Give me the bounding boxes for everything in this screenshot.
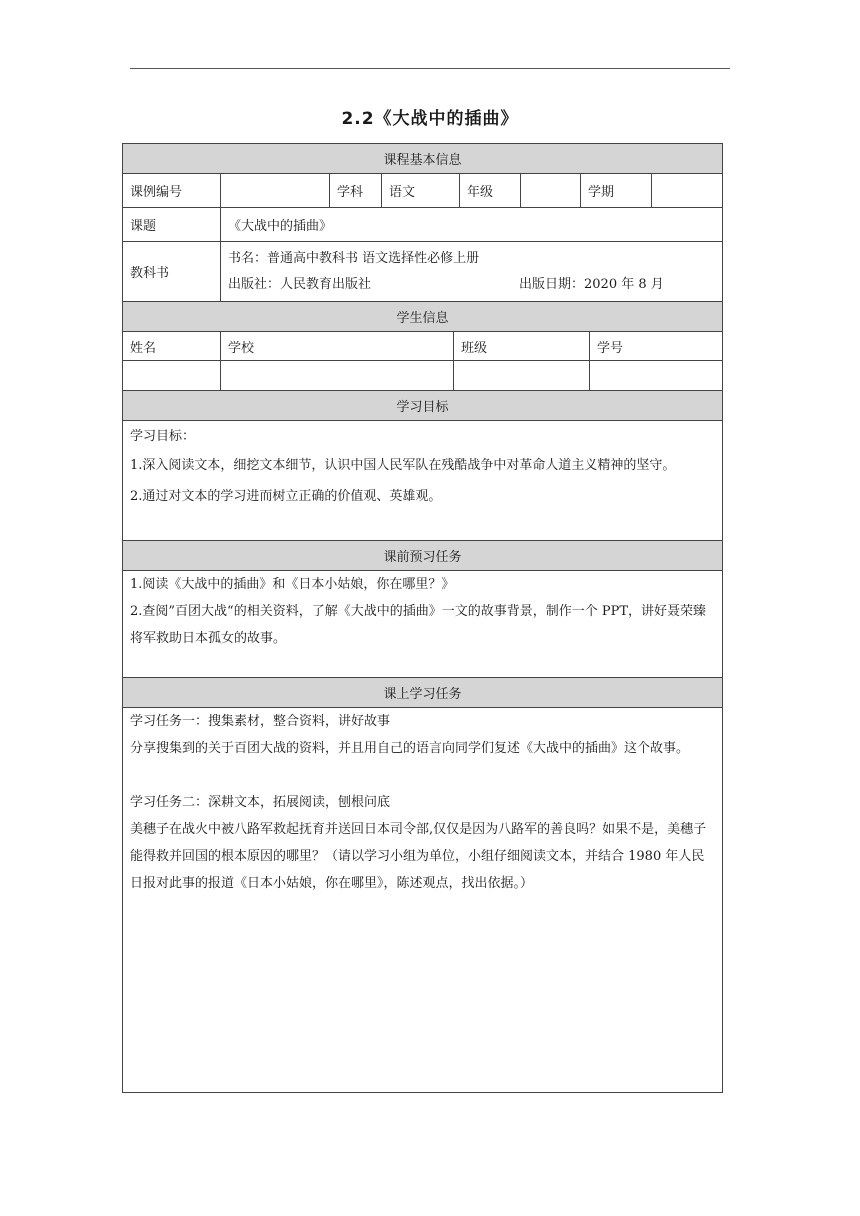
name-value <box>123 361 221 391</box>
objectives-body <box>123 421 723 541</box>
publisher: 出版社：人民教育出版社 <box>228 276 372 292</box>
class-label: 班级 <box>454 332 590 361</box>
objective-2: 2.通过对文本的学习进而树立正确的价值观、英雄观。 <box>130 489 442 504</box>
grade-value <box>521 174 581 208</box>
case-no-label: 课例编号 <box>123 174 221 208</box>
objectives-intro: 学习目标： <box>130 429 196 444</box>
preview-body <box>123 571 723 678</box>
document-title: 2.2《大战中的插曲》 <box>341 109 519 129</box>
topic-value: 《大战中的插曲》 <box>221 208 723 242</box>
publisher-line <box>228 272 715 298</box>
class-tasks-header: 课上学习任务 <box>123 678 723 708</box>
course-info-header: 课程基本信息 <box>123 144 723 174</box>
header-rule <box>130 68 730 69</box>
class-tasks-body <box>123 708 723 1093</box>
name-label: 姓名 <box>123 332 221 361</box>
book-name: 书名：普通高中教科书 语文选择性必修上册 <box>228 250 480 266</box>
preview-header: 课前预习任务 <box>123 541 723 571</box>
task-1-title: 学习任务一：搜集素材，整合资料，讲好故事 <box>130 714 391 729</box>
school-label: 学校 <box>221 332 454 361</box>
objective-1: 1.深入阅读文本，细挖文本细节，认识中国人民军队在残酷战争中对革命人道主义精神的坚守。 <box>130 458 676 473</box>
topic-label: 课题 <box>123 208 221 242</box>
case-no-value <box>221 174 330 208</box>
task-2-title: 学习任务二：深耕文本，拓展阅读，刨根问底 <box>130 795 391 810</box>
subject-label: 学科 <box>330 174 382 208</box>
textbook-details <box>221 242 723 302</box>
subject-value: 语文 <box>382 174 460 208</box>
grade-label: 年级 <box>460 174 521 208</box>
preview-task-1: 1.阅读《大战中的插曲》和《日本小姑娘，你在哪里？》 <box>130 577 455 592</box>
student-id-value <box>590 361 723 391</box>
task-2-body: 美穗子在战火中被八路军救起抚育并送回日本司令部,仅仅是因为八路军的善良吗？如果不是，美穗子能得救并回国的根本原因的哪里？（请以学习小组为单位，小组仔细阅读文本，并结合 1980 年人民日报对此事的报道《日本小姑娘，你在哪里》，陈述观点，找出依据。） <box>130 822 707 891</box>
term-label: 学期 <box>581 174 652 208</box>
student-info-header: 学生信息 <box>123 302 723 332</box>
publication-date: 出版日期：2020 年 8 月 <box>519 276 664 292</box>
school-value <box>221 361 454 391</box>
task-1-body: 分享搜集到的关于百团大战的资料，并且用自己的语言向同学们复述《大战中的插曲》这个故事。 <box>130 741 690 756</box>
objectives-header: 学习目标 <box>123 391 723 421</box>
textbook-label: 教科书 <box>123 242 221 302</box>
class-value <box>454 361 590 391</box>
term-value <box>652 174 723 208</box>
preview-task-2: 2.查阅”百团大战“的相关资料，了解《大战中的插曲》一文的故事背景，制作一个 PPT，讲好聂荣臻将军救助日本孤女的故事。 <box>130 604 706 646</box>
spacer <box>130 762 715 789</box>
course-table <box>122 143 723 1093</box>
student-id-label: 学号 <box>590 332 723 361</box>
